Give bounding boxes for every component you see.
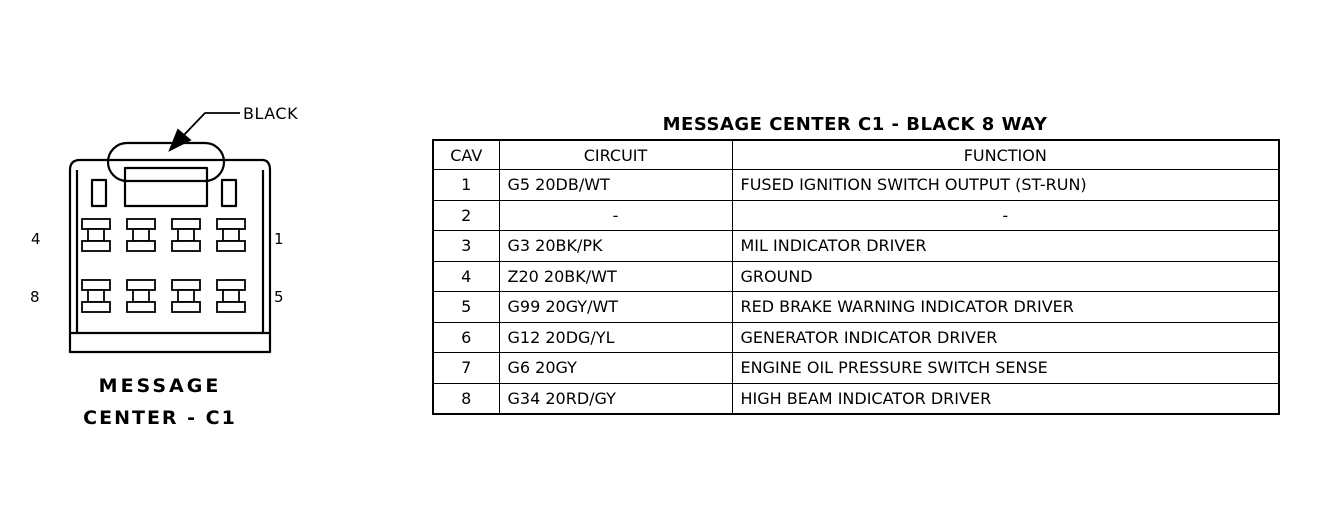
function-cell: MIL INDICATOR DRIVER [732,231,1279,262]
cav-cell: 4 [433,261,499,292]
connector-rib-left [92,180,106,206]
header-circuit: CIRCUIT [499,140,732,170]
table-row [433,231,1279,262]
circuit-cell: Z20 20BK/WT [499,261,732,292]
function-cell: GENERATOR INDICATOR DRIVER [732,322,1279,353]
function-cell: GROUND [732,261,1279,292]
circuit-cell: G34 20RD/GY [499,383,732,414]
pinout-table [432,139,1280,415]
table-row [433,170,1279,201]
cav-cell: 3 [433,231,499,262]
function-cell: HIGH BEAM INDICATOR DRIVER [732,383,1279,414]
table-row [433,200,1279,231]
cav-cell: 2 [433,200,499,231]
table-body [433,170,1279,415]
cavity-terminal [127,280,155,312]
table-title: MESSAGE CENTER C1 - BLACK 8 WAY [662,114,1048,135]
connector-housing [70,160,270,352]
table-row [433,261,1279,292]
table-row [433,322,1279,353]
circuit-cell: G12 20DG/YL [499,322,732,353]
cav-cell: 5 [433,292,499,323]
function-cell: - [732,200,1279,231]
pin-label-8: 8 [30,288,41,306]
circuit-cell: G5 20DB/WT [499,170,732,201]
header-function: FUNCTION [732,140,1279,170]
header-cav: CAV [433,140,499,170]
connector-caption-line1: MESSAGE [98,375,222,397]
connector-caption-line2: CENTER - C1 [83,407,237,429]
cav-cell: 1 [433,170,499,201]
function-cell: ENGINE OIL PRESSURE SWITCH SENSE [732,353,1279,384]
connector-rib-right [222,180,236,206]
callout-leader-line [182,113,240,137]
cavity-terminal [127,219,155,251]
circuit-cell: G6 20GY [499,353,732,384]
cavity-terminal [172,280,200,312]
cavity-terminal [217,280,245,312]
pin-label-1: 1 [274,230,285,248]
function-cell: FUSED IGNITION SWITCH OUTPUT (ST-RUN) [732,170,1279,201]
pin-label-4: 4 [31,230,42,248]
cavity-terminal [172,219,200,251]
table-row [433,353,1279,384]
table-row [433,292,1279,323]
circuit-cell: - [499,200,732,231]
cavity-terminal [82,280,110,312]
cav-cell: 8 [433,383,499,414]
connector-diagram [0,0,420,518]
cavity-terminal [82,219,110,251]
pin-label-5: 5 [274,288,285,306]
cav-cell: 7 [433,353,499,384]
cav-cell: 6 [433,322,499,353]
circuit-cell: G99 20GY/WT [499,292,732,323]
table-header-row [433,140,1279,170]
connector-latch-body [125,168,207,206]
callout-label: BLACK [243,104,299,123]
function-cell: RED BRAKE WARNING INDICATOR DRIVER [732,292,1279,323]
cavity-terminal [217,219,245,251]
table-row [433,383,1279,414]
circuit-cell: G3 20BK/PK [499,231,732,262]
